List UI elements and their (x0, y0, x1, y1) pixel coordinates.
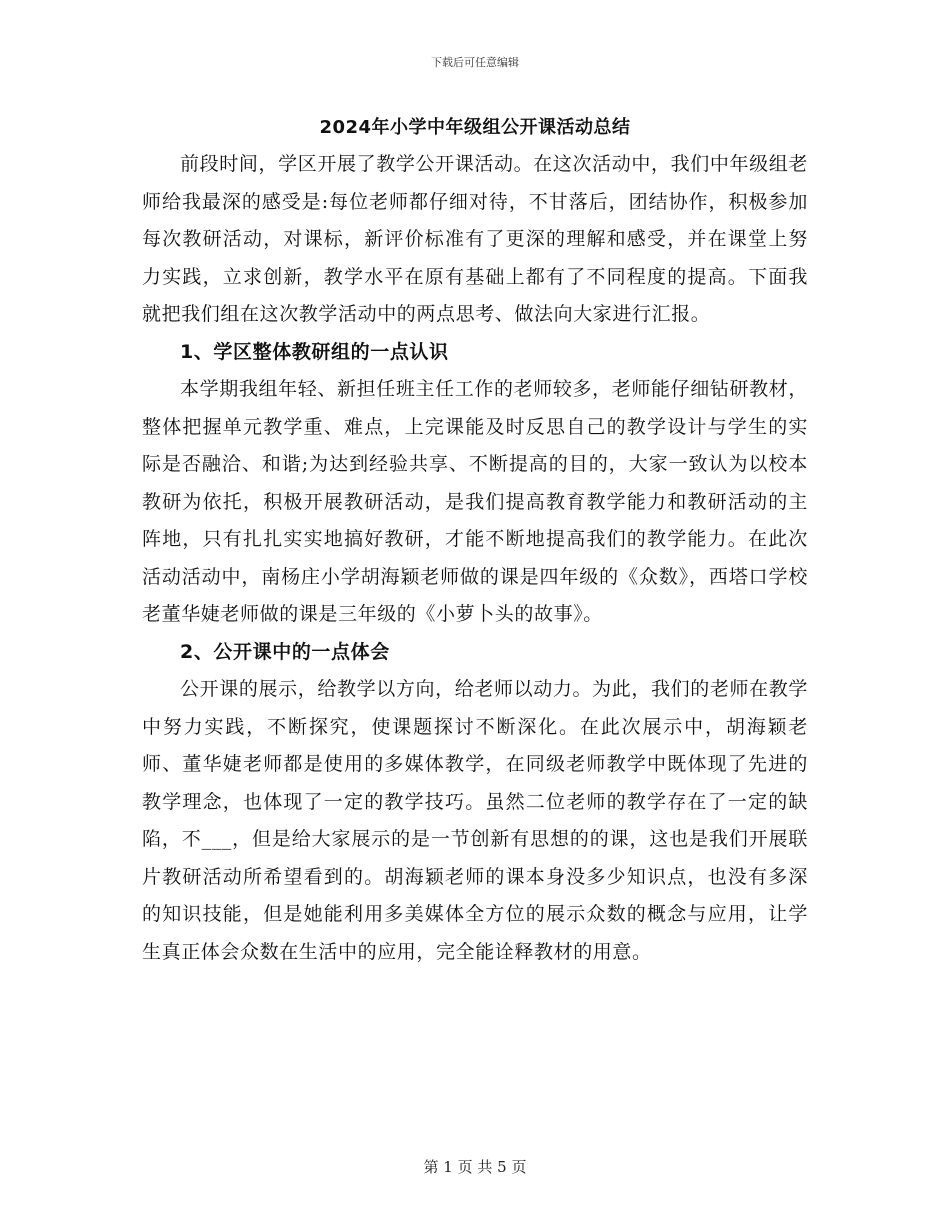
document-body (142, 112, 808, 971)
header-note: 下载后可任意编辑 (431, 56, 519, 69)
section-1-heading: 1、学区整体教研组的一点认识 (180, 340, 449, 363)
document-title: 2024年小学中年级组公开课活动总结 (319, 117, 631, 138)
section-2-paragraph: 公开课的展示，给教学以方向，给老师以动力。为此，我们的老师在教学中努力实践，不断探究，使课题探讨不断深化。在此次展示中，胡海颖老师、董华婕老师都是使用的多媒体教学，在同级老师教学中既体现了先进的教学理念，也体现了一定的教学技巧。虽然二位老师的教学存在了一定的缺陷，不___，但是给大家展示的是一节创新有思想的的课，这也是我们开展联片教研活动所希望看到的。胡海颖老师的课本身没多少知识点，也没有多深的知识技能，但是她能利用多美媒体全方位的展示众数的概念与应用，让学生真正体会众数在生活中的应用，完全能诠释教材的用意。 (142, 678, 808, 963)
section-2-heading: 2、公开课中的一点体会 (180, 640, 390, 663)
section-1-paragraph: 本学期我组年轻、新担任班主任工作的老师较多，老师能仔细钻研教材，整体把握单元教学重、难点，上完课能及时反思自己的教学设计与学生的实际是否融洽、和谐;为达到经验共享、不断提高的目的，大家一致认为以校本教研为依托，积极开展教研活动，是我们提高教育教学能力和教研活动的主阵地，只有扎扎实实地搞好教研，才能不断地提高我们的教学能力。在此次活动活动中，南杨庄小学胡海颖老师做的课是四年级的《众数》，西塔口学校老董华婕老师做的课是三年级的《小萝卜头的故事》。 (142, 378, 808, 625)
intro-paragraph: 前段时间，学区开展了教学公开课活动。在这次活动中，我们中年级组老师给我最深的感受是:每位老师都仔细对待，不甘落后，团结协作，积极参加每次教研活动，对课标，新评价标准有了更深的理解和感受，并在课堂上努力实践，立求创新，教学水平在原有基础上都有了不同程度的提高。下面我就把我们组在这次教学活动中的两点思考、做法向大家进行汇报。 (142, 153, 808, 325)
page-footer: 第 1 页 共 5 页 (423, 1158, 527, 1176)
